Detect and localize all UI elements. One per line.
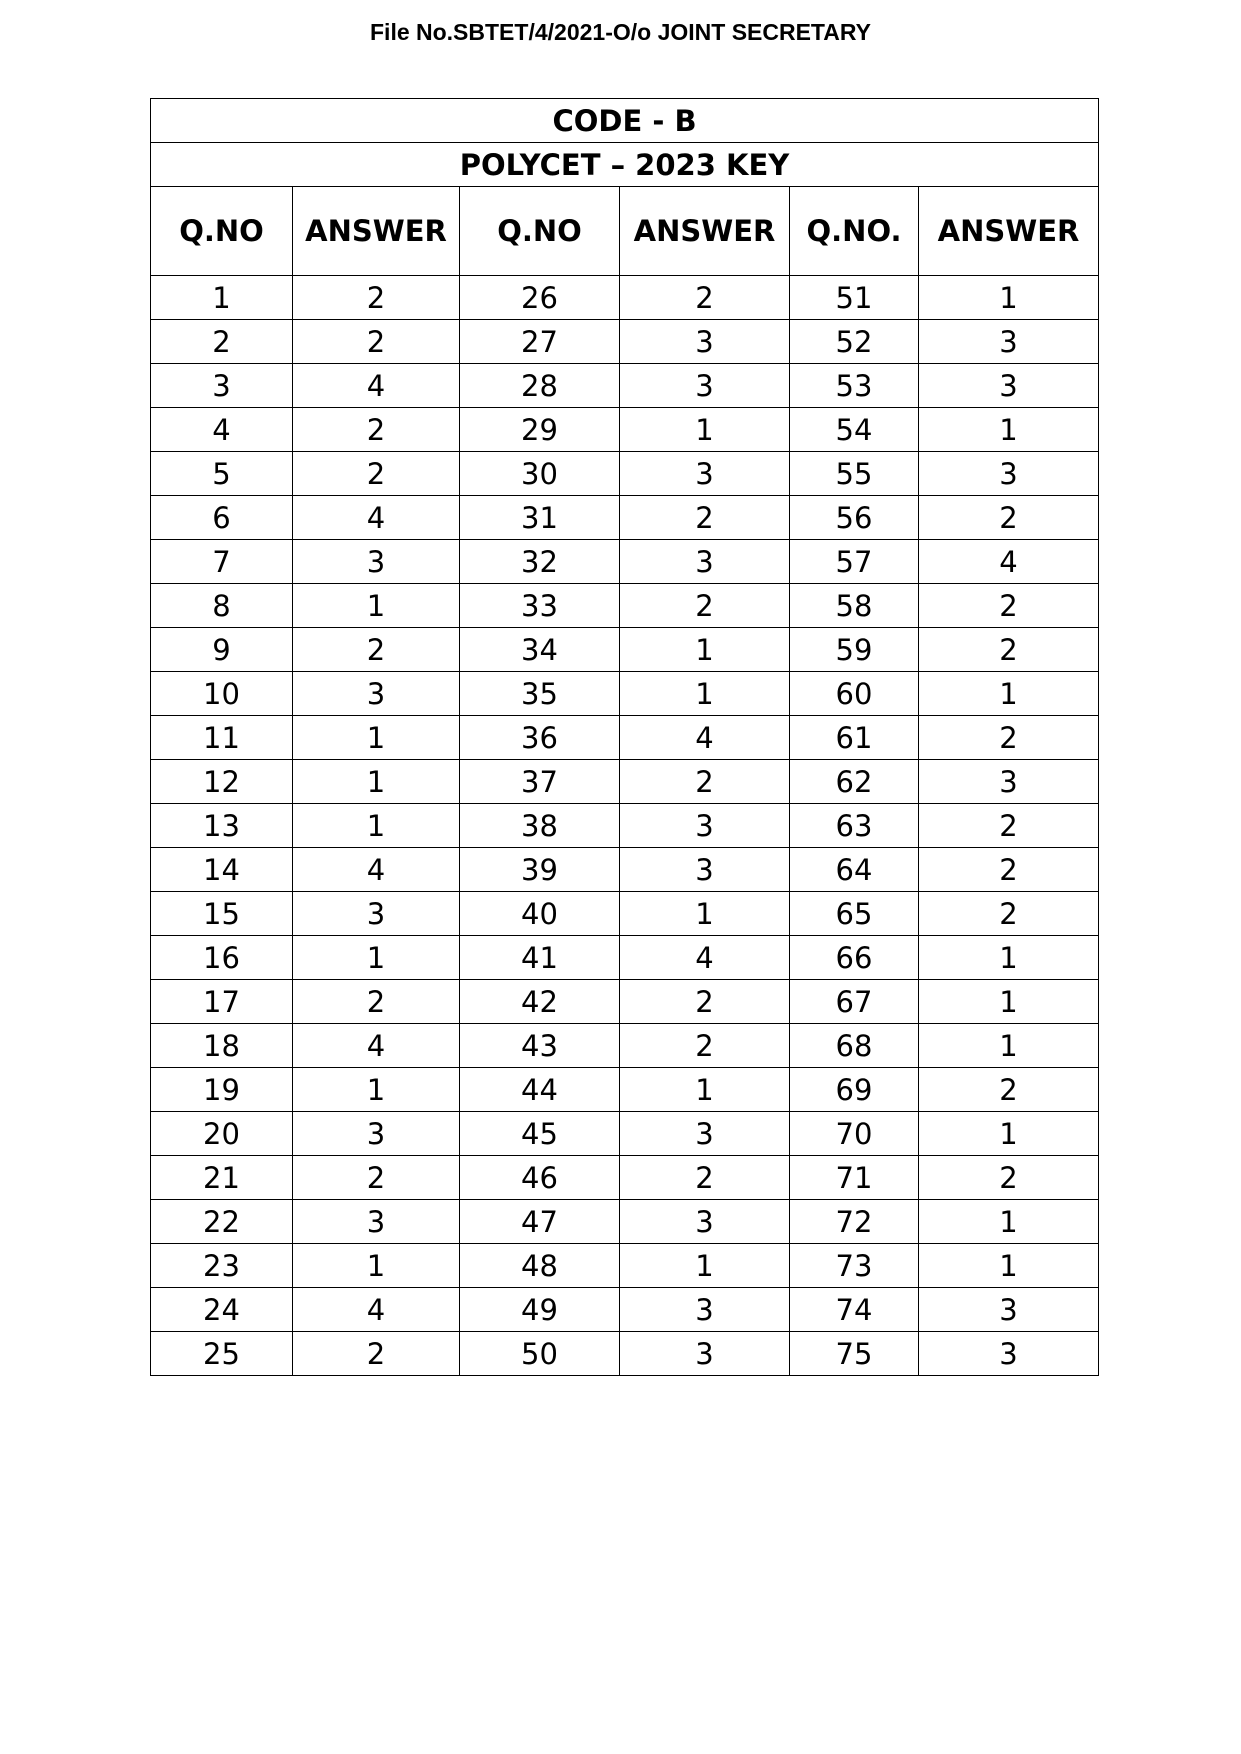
column-header-answer: ANSWER	[293, 187, 460, 276]
answer-cell: 1	[919, 408, 1099, 452]
question-number-cell: 1	[151, 276, 293, 320]
answer-cell: 3	[293, 540, 460, 584]
column-header-answer: ANSWER	[620, 187, 790, 276]
table-row	[151, 804, 1099, 848]
code-title: CODE - B	[151, 99, 1099, 143]
question-number-cell: 4	[151, 408, 293, 452]
answer-cell: 4	[293, 1024, 460, 1068]
table-row	[151, 848, 1099, 892]
question-number-cell: 7	[151, 540, 293, 584]
key-title-row	[151, 143, 1099, 187]
table-row	[151, 716, 1099, 760]
answer-cell: 3	[919, 452, 1099, 496]
question-number-cell: 2	[151, 320, 293, 364]
question-number-cell: 69	[790, 1068, 919, 1112]
answer-cell: 2	[919, 892, 1099, 936]
table-row	[151, 1332, 1099, 1376]
table-row	[151, 760, 1099, 804]
answer-cell: 1	[620, 1244, 790, 1288]
question-number-cell: 24	[151, 1288, 293, 1332]
question-number-cell: 51	[790, 276, 919, 320]
answer-cell: 2	[293, 452, 460, 496]
answer-cell: 4	[919, 540, 1099, 584]
answer-cell: 1	[919, 1244, 1099, 1288]
answer-cell: 3	[620, 1332, 790, 1376]
question-number-cell: 75	[790, 1332, 919, 1376]
answer-cell: 4	[620, 936, 790, 980]
answer-cell: 1	[620, 408, 790, 452]
answer-cell: 3	[620, 1112, 790, 1156]
question-number-cell: 50	[460, 1332, 620, 1376]
question-number-cell: 29	[460, 408, 620, 452]
table-row	[151, 892, 1099, 936]
table-row	[151, 1156, 1099, 1200]
key-title: POLYCET – 2023 KEY	[151, 143, 1099, 187]
question-number-cell: 40	[460, 892, 620, 936]
answer-cell: 1	[919, 1112, 1099, 1156]
answer-cell: 1	[919, 1024, 1099, 1068]
table-row	[151, 628, 1099, 672]
question-number-cell: 3	[151, 364, 293, 408]
answer-cell: 3	[620, 540, 790, 584]
question-number-cell: 21	[151, 1156, 293, 1200]
question-number-cell: 65	[790, 892, 919, 936]
question-number-cell: 20	[151, 1112, 293, 1156]
table-row	[151, 452, 1099, 496]
answer-cell: 1	[919, 936, 1099, 980]
answer-cell: 1	[620, 892, 790, 936]
question-number-cell: 68	[790, 1024, 919, 1068]
table-row	[151, 1200, 1099, 1244]
question-number-cell: 70	[790, 1112, 919, 1156]
answer-cell: 3	[919, 320, 1099, 364]
question-number-cell: 39	[460, 848, 620, 892]
answer-cell: 2	[919, 1156, 1099, 1200]
question-number-cell: 33	[460, 584, 620, 628]
question-number-cell: 19	[151, 1068, 293, 1112]
question-number-cell: 45	[460, 1112, 620, 1156]
column-header-qno: Q.NO	[460, 187, 620, 276]
question-number-cell: 48	[460, 1244, 620, 1288]
answer-cell: 4	[293, 848, 460, 892]
answer-cell: 3	[919, 1332, 1099, 1376]
question-number-cell: 25	[151, 1332, 293, 1376]
answer-cell: 1	[919, 980, 1099, 1024]
answer-rows	[151, 276, 1099, 1376]
table-row	[151, 584, 1099, 628]
answer-cell: 4	[293, 496, 460, 540]
answer-cell: 2	[620, 760, 790, 804]
question-number-cell: 62	[790, 760, 919, 804]
answer-cell: 1	[620, 1068, 790, 1112]
question-number-cell: 11	[151, 716, 293, 760]
answer-cell: 2	[293, 628, 460, 672]
question-number-cell: 52	[790, 320, 919, 364]
table-row	[151, 1024, 1099, 1068]
question-number-cell: 5	[151, 452, 293, 496]
answer-cell: 2	[620, 1156, 790, 1200]
column-header-row	[151, 187, 1099, 276]
table-row	[151, 1244, 1099, 1288]
answer-cell: 4	[293, 364, 460, 408]
table-row	[151, 408, 1099, 452]
answer-cell: 2	[293, 276, 460, 320]
question-number-cell: 12	[151, 760, 293, 804]
table-row	[151, 980, 1099, 1024]
answer-cell: 2	[919, 628, 1099, 672]
answer-cell: 1	[293, 584, 460, 628]
answer-cell: 2	[919, 804, 1099, 848]
table-row	[151, 1112, 1099, 1156]
question-number-cell: 44	[460, 1068, 620, 1112]
answer-cell: 3	[620, 1200, 790, 1244]
answer-cell: 3	[919, 364, 1099, 408]
answer-cell: 3	[293, 1200, 460, 1244]
answer-cell: 1	[293, 1068, 460, 1112]
question-number-cell: 64	[790, 848, 919, 892]
question-number-cell: 28	[460, 364, 620, 408]
answer-cell: 3	[620, 320, 790, 364]
table-row	[151, 320, 1099, 364]
answer-cell: 3	[919, 1288, 1099, 1332]
question-number-cell: 67	[790, 980, 919, 1024]
question-number-cell: 16	[151, 936, 293, 980]
question-number-cell: 53	[790, 364, 919, 408]
question-number-cell: 66	[790, 936, 919, 980]
question-number-cell: 34	[460, 628, 620, 672]
question-number-cell: 37	[460, 760, 620, 804]
answer-cell: 3	[293, 892, 460, 936]
question-number-cell: 23	[151, 1244, 293, 1288]
question-number-cell: 57	[790, 540, 919, 584]
question-number-cell: 26	[460, 276, 620, 320]
question-number-cell: 6	[151, 496, 293, 540]
question-number-cell: 73	[790, 1244, 919, 1288]
answer-cell: 2	[620, 496, 790, 540]
question-number-cell: 58	[790, 584, 919, 628]
question-number-cell: 22	[151, 1200, 293, 1244]
question-number-cell: 60	[790, 672, 919, 716]
answer-cell: 1	[293, 804, 460, 848]
answer-cell: 1	[919, 1200, 1099, 1244]
column-header-answer: ANSWER	[919, 187, 1099, 276]
question-number-cell: 41	[460, 936, 620, 980]
answer-cell: 2	[293, 980, 460, 1024]
column-header-qno: Q.NO	[151, 187, 293, 276]
answer-cell: 1	[620, 628, 790, 672]
code-title-row	[151, 99, 1099, 143]
answer-cell: 1	[293, 936, 460, 980]
answer-cell: 4	[620, 716, 790, 760]
table-row	[151, 276, 1099, 320]
table-row	[151, 1288, 1099, 1332]
question-number-cell: 74	[790, 1288, 919, 1332]
question-number-cell: 42	[460, 980, 620, 1024]
answer-cell: 2	[293, 408, 460, 452]
table-row	[151, 936, 1099, 980]
answer-cell: 1	[620, 672, 790, 716]
answer-cell: 2	[293, 320, 460, 364]
question-number-cell: 55	[790, 452, 919, 496]
answer-cell: 3	[620, 1288, 790, 1332]
answer-cell: 3	[919, 760, 1099, 804]
table-row	[151, 672, 1099, 716]
answer-cell: 2	[919, 716, 1099, 760]
answer-cell: 3	[293, 672, 460, 716]
answer-cell: 1	[293, 760, 460, 804]
question-number-cell: 49	[460, 1288, 620, 1332]
question-number-cell: 71	[790, 1156, 919, 1200]
answer-cell: 1	[293, 1244, 460, 1288]
question-number-cell: 56	[790, 496, 919, 540]
question-number-cell: 18	[151, 1024, 293, 1068]
question-number-cell: 32	[460, 540, 620, 584]
question-number-cell: 8	[151, 584, 293, 628]
table-row	[151, 1068, 1099, 1112]
answer-cell: 2	[620, 980, 790, 1024]
table-row	[151, 540, 1099, 584]
answer-cell: 2	[620, 1024, 790, 1068]
question-number-cell: 17	[151, 980, 293, 1024]
answer-cell: 1	[293, 716, 460, 760]
answer-cell: 2	[919, 496, 1099, 540]
question-number-cell: 15	[151, 892, 293, 936]
question-number-cell: 46	[460, 1156, 620, 1200]
question-number-cell: 61	[790, 716, 919, 760]
answer-cell: 3	[620, 364, 790, 408]
question-number-cell: 63	[790, 804, 919, 848]
question-number-cell: 30	[460, 452, 620, 496]
question-number-cell: 38	[460, 804, 620, 848]
question-number-cell: 36	[460, 716, 620, 760]
answer-cell: 2	[919, 584, 1099, 628]
question-number-cell: 54	[790, 408, 919, 452]
column-header-qno: Q.NO.	[790, 187, 919, 276]
answer-cell: 4	[293, 1288, 460, 1332]
answer-cell: 2	[293, 1332, 460, 1376]
answer-cell: 3	[620, 848, 790, 892]
answer-cell: 2	[620, 276, 790, 320]
answer-cell: 2	[620, 584, 790, 628]
file-number-header: File No.SBTET/4/2021-O/o JOINT SECRETARY	[370, 19, 871, 45]
answer-cell: 2	[919, 848, 1099, 892]
question-number-cell: 35	[460, 672, 620, 716]
question-number-cell: 13	[151, 804, 293, 848]
answer-cell: 2	[919, 1068, 1099, 1112]
question-number-cell: 31	[460, 496, 620, 540]
answer-cell: 2	[293, 1156, 460, 1200]
question-number-cell: 47	[460, 1200, 620, 1244]
answer-key-table	[150, 98, 1099, 1376]
answer-cell: 3	[620, 804, 790, 848]
answer-cell: 1	[919, 276, 1099, 320]
question-number-cell: 14	[151, 848, 293, 892]
question-number-cell: 9	[151, 628, 293, 672]
question-number-cell: 43	[460, 1024, 620, 1068]
answer-cell: 3	[620, 452, 790, 496]
question-number-cell: 59	[790, 628, 919, 672]
answer-cell: 1	[919, 672, 1099, 716]
question-number-cell: 27	[460, 320, 620, 364]
answer-cell: 3	[293, 1112, 460, 1156]
question-number-cell: 72	[790, 1200, 919, 1244]
question-number-cell: 10	[151, 672, 293, 716]
table-row	[151, 364, 1099, 408]
table-row	[151, 496, 1099, 540]
